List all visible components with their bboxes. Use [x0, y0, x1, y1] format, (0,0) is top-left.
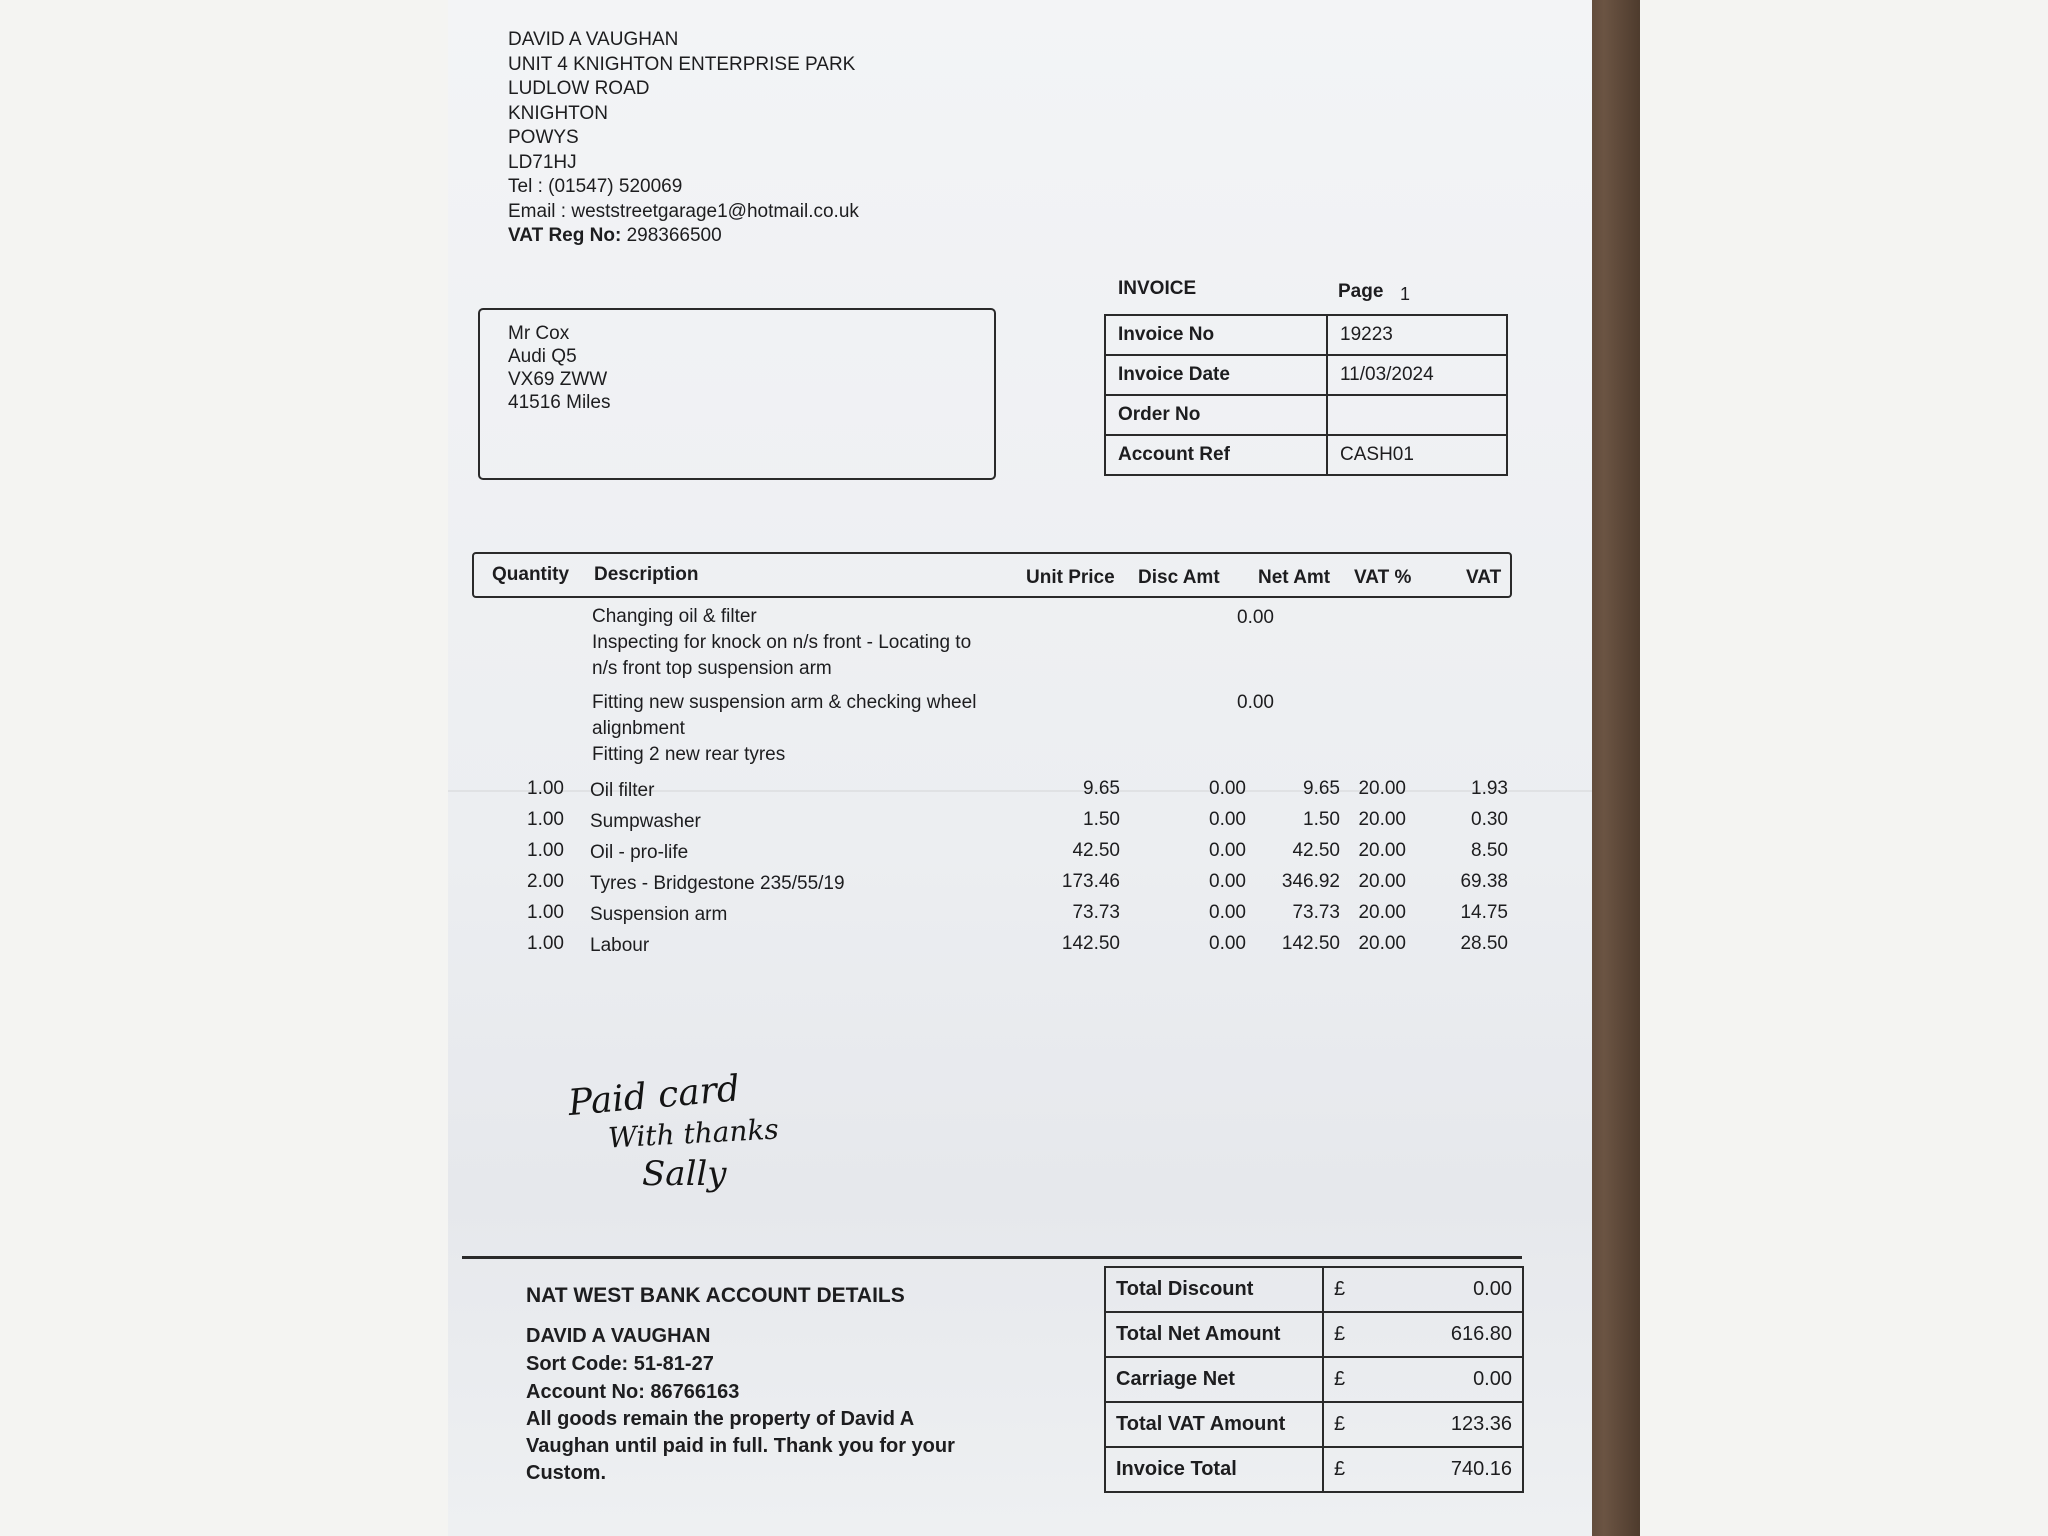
meta-row [1105, 315, 1507, 355]
header-net-amt: Net Amt [1258, 567, 1331, 588]
item-disc: 0.00 [1209, 840, 1246, 861]
totals-label: Total Net Amount [1105, 1312, 1323, 1357]
item-unit-price: 42.50 [1072, 840, 1120, 861]
item-vat: 14.75 [1460, 902, 1508, 923]
item-vat-pct: 20.00 [1358, 778, 1406, 799]
header-vat-pct: VAT % [1354, 567, 1412, 588]
customer-details [508, 322, 610, 414]
customer-line: Mr Cox [508, 323, 570, 344]
item-net: 346.92 [1281, 871, 1340, 892]
note-line: Changing oil & filter [592, 606, 757, 627]
item-qty: 1.00 [527, 840, 564, 861]
item-unit-price: 1.50 [1083, 809, 1120, 830]
item-net: 9.65 [1303, 778, 1340, 799]
meta-row [1105, 435, 1507, 475]
item-net: 73.73 [1292, 902, 1340, 923]
vat-reg-label: VAT Reg No: [508, 225, 622, 246]
item-disc: 0.00 [1209, 933, 1246, 954]
bank-sort-code: Sort Code: 51-81-27 [526, 1353, 714, 1375]
item-desc: Sumpwasher [590, 811, 701, 832]
item-vat: 28.50 [1460, 933, 1508, 954]
header-vat: VAT [1466, 567, 1502, 588]
item-qty: 1.00 [527, 902, 564, 923]
meta-label: Invoice No [1105, 315, 1327, 355]
totals-label: Total Discount [1105, 1267, 1323, 1312]
item-disc: 0.00 [1209, 809, 1246, 830]
meta-row [1105, 395, 1507, 435]
item-qty: 1.00 [527, 778, 564, 799]
item-vat: 1.93 [1471, 778, 1508, 799]
handwritten-note [566, 1068, 780, 1194]
meta-value: CASH01 [1327, 435, 1507, 475]
currency-symbol: £ [1323, 1447, 1350, 1492]
vat-reg-number: 298366500 [626, 225, 722, 246]
totals-row [1105, 1357, 1523, 1402]
bank-details [526, 1282, 996, 1487]
item-vat-pct: 20.00 [1358, 933, 1406, 954]
invoice-title: INVOICE [1118, 278, 1197, 299]
totals-label: Invoice Total [1105, 1447, 1323, 1492]
meta-label: Invoice Date [1105, 355, 1327, 395]
address-line: LUDLOW ROAD [508, 78, 650, 99]
item-disc: 0.00 [1209, 871, 1246, 892]
item-unit-price: 173.46 [1061, 871, 1120, 892]
meta-value: 11/03/2024 [1327, 355, 1507, 395]
handwritten-line: Paid card [566, 1068, 742, 1125]
work-note [592, 604, 971, 682]
note-line: n/s front top suspension arm [592, 658, 832, 679]
totals-label: Total VAT Amount [1105, 1402, 1323, 1447]
header-disc-amt: Disc Amt [1138, 567, 1220, 588]
header-unit-price: Unit Price [1026, 567, 1115, 588]
item-desc: Oil filter [590, 780, 655, 801]
terms-note: All goods remain the property of David A Vaughan until paid in full. Thank you for your Custom. [526, 1408, 955, 1484]
note-disc: 0.00 [1237, 607, 1274, 628]
bank-account-name: DAVID A VAUGHAN [526, 1325, 711, 1347]
vat-reg [508, 224, 859, 249]
address-line: UNIT 4 KNIGHTON ENTERPRISE PARK [508, 53, 856, 75]
item-qty: 2.00 [527, 871, 564, 892]
item-vat: 0.30 [1471, 809, 1508, 830]
item-disc: 0.00 [1209, 902, 1246, 923]
note-disc: 0.00 [1237, 692, 1274, 713]
customer-line: 41516 Miles [508, 392, 611, 413]
bank-account-no: Account No: 86766163 [526, 1381, 740, 1403]
item-unit-price: 9.65 [1083, 778, 1120, 799]
address-line: KNIGHTON [508, 102, 608, 124]
totals-value: 740.16 [1350, 1447, 1523, 1492]
item-vat: 8.50 [1471, 840, 1508, 861]
item-vat-pct: 20.00 [1358, 809, 1406, 830]
totals-row [1105, 1447, 1523, 1492]
meta-value [1327, 395, 1507, 435]
totals-value: 616.80 [1350, 1312, 1523, 1357]
item-qty: 1.00 [527, 809, 564, 830]
item-disc: 0.00 [1209, 778, 1246, 799]
handwritten-line: With thanks [607, 1112, 780, 1155]
currency-symbol: £ [1323, 1312, 1350, 1357]
handwritten-signature: Sally [642, 1154, 727, 1194]
work-note [592, 690, 976, 768]
item-desc: Suspension arm [590, 904, 728, 925]
header-quantity: Quantity [492, 564, 570, 585]
company-tel: Tel : (01547) 520069 [508, 176, 683, 197]
item-unit-price: 73.73 [1072, 902, 1120, 923]
item-net: 142.50 [1281, 933, 1340, 954]
item-net: 42.50 [1292, 840, 1340, 861]
item-desc: Oil - pro-life [590, 842, 689, 863]
company-address [508, 28, 859, 249]
item-vat-pct: 20.00 [1358, 902, 1406, 923]
totals-row [1105, 1267, 1523, 1312]
page-label: Page [1338, 281, 1384, 302]
totals-row [1105, 1402, 1523, 1447]
invoice-paper [448, 0, 1592, 1536]
item-desc: Tyres - Bridgestone 235/55/19 [590, 873, 845, 894]
company-name: DAVID A VAUGHAN [508, 29, 679, 50]
meta-row [1105, 355, 1507, 395]
address-line: POWYS [508, 127, 579, 148]
totals-row [1105, 1312, 1523, 1357]
customer-line: VX69 ZWW [508, 369, 608, 390]
note-line: Inspecting for knock on n/s front - Locating to [592, 632, 972, 653]
item-vat-pct: 20.00 [1358, 840, 1406, 861]
item-qty: 1.00 [527, 933, 564, 954]
address-line: LD71HJ [508, 151, 577, 173]
invoice-meta-table [1104, 314, 1508, 476]
meta-value: 19223 [1327, 315, 1507, 355]
item-desc: Labour [590, 935, 650, 956]
meta-label: Account Ref [1105, 435, 1327, 475]
meta-label: Order No [1105, 395, 1327, 435]
page-number: 1 [1400, 284, 1411, 304]
currency-symbol: £ [1323, 1402, 1350, 1447]
note-line: Fitting new suspension arm & checking wheel [592, 692, 977, 713]
customer-line: Audi Q5 [508, 346, 577, 367]
totals-table [1104, 1266, 1524, 1493]
totals-value: 0.00 [1350, 1267, 1523, 1312]
totals-label: Carriage Net [1105, 1357, 1323, 1402]
header-description: Description [594, 564, 699, 585]
note-line: alignbment [592, 718, 685, 739]
item-net: 1.50 [1303, 809, 1340, 830]
company-email: Email : weststreetgarage1@hotmail.co.uk [508, 200, 859, 222]
item-unit-price: 142.50 [1061, 933, 1120, 954]
item-vat: 69.38 [1460, 871, 1508, 892]
footer-divider [462, 1256, 1522, 1259]
currency-symbol: £ [1323, 1267, 1350, 1312]
item-vat-pct: 20.00 [1358, 871, 1406, 892]
bank-title: NAT WEST BANK ACCOUNT DETAILS [526, 1284, 905, 1307]
totals-value: 123.36 [1350, 1402, 1523, 1447]
note-line: Fitting 2 new rear tyres [592, 744, 786, 765]
currency-symbol: £ [1323, 1357, 1350, 1402]
totals-value: 0.00 [1350, 1357, 1523, 1402]
